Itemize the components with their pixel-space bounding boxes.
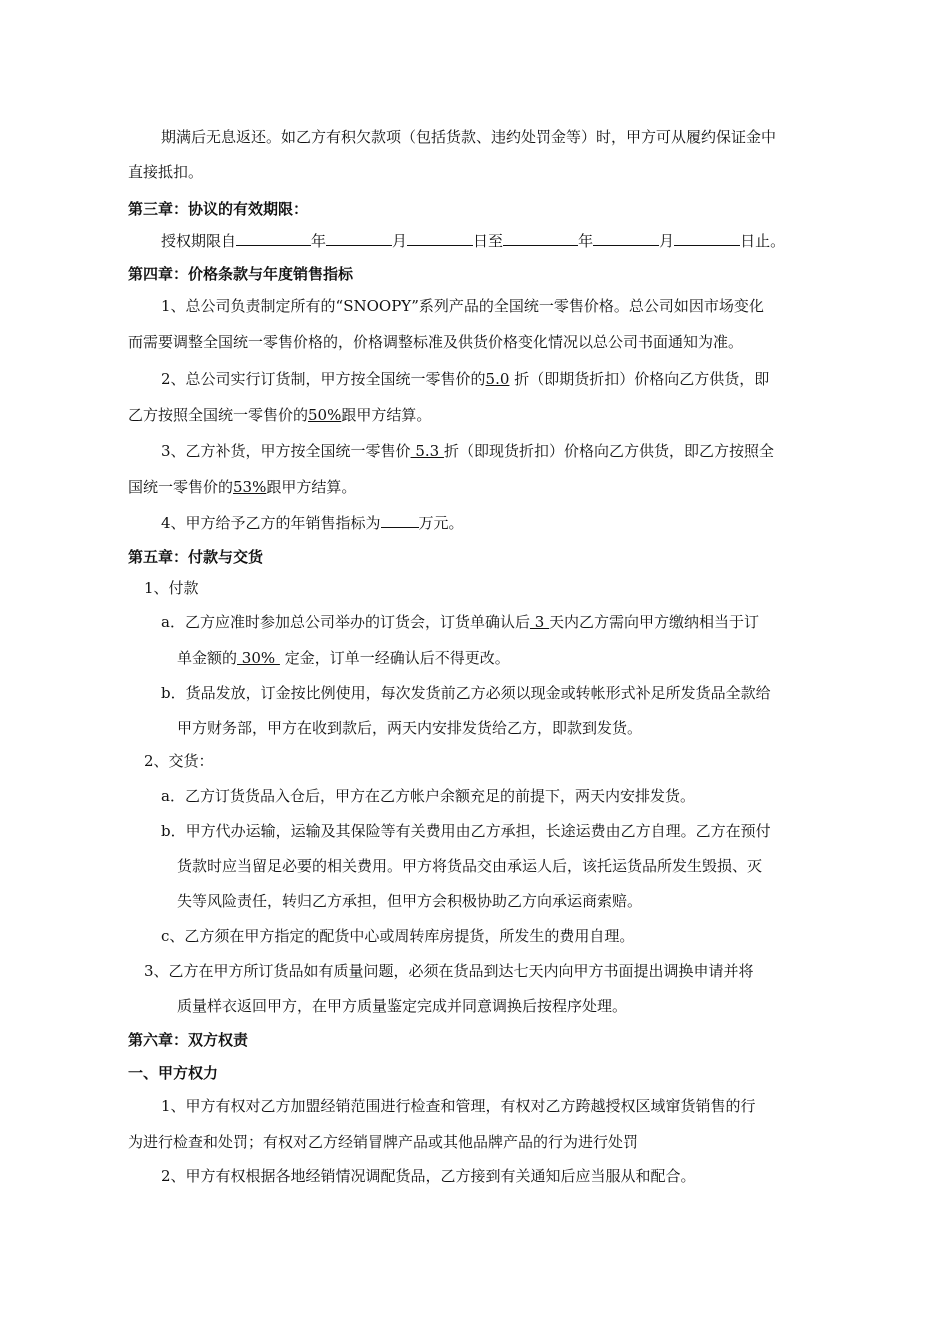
start-month-blank (326, 231, 392, 246)
deposit-percent-value: 30% (237, 649, 280, 667)
delivery-b-line3: 失等风险责任，转归乙方承担，但甲方会积极协助乙方向承运商索赔。 (177, 892, 643, 910)
ch4-item2-line2 (128, 405, 431, 425)
text: 折（即期货折扣）价格向乙方供货，即 (514, 370, 770, 388)
text: 天内乙方需向甲方缴纳相当于订 (549, 613, 760, 631)
restock-settlement-percent: 53% (233, 478, 267, 496)
text: 乙方按照全国统一零售价的 (128, 406, 309, 424)
delivery-c: c、乙方须在甲方指定的配货中心或周转库房提货，所发生的费用自理。 (161, 927, 635, 945)
quality-line2: 质量样衣返回甲方，在甲方质量鉴定完成并同意调换后按程序处理。 (177, 997, 628, 1015)
rights-1-line1: 1、甲方有权对乙方加盟经销范围进行检查和管理，有权对乙方跨越授权区域窜货销售的行 (161, 1097, 756, 1115)
day-to-label: 日至 (473, 232, 504, 250)
ch4-item4 (161, 513, 464, 533)
month-label: 月 (392, 232, 408, 250)
ch4-item2-line1 (161, 369, 769, 389)
ch4-item3-line1 (161, 441, 774, 461)
rights-1-line2: 为进行检查和处罚；有权对乙方经销冒牌产品或其他品牌产品的行为进行处罚 (128, 1133, 639, 1151)
text: 3、乙方补货，甲方按全国统一零售价 (161, 442, 411, 460)
text: 定金，订单一经确认后不得更改。 (284, 649, 510, 667)
payment-a-line1 (161, 612, 759, 632)
party-a-rights-title: 一、甲方权力 (128, 1064, 219, 1082)
payment-b-line1: b．货品发放，订金按比例使用，每次发货前乙方必须以现金或转帐形式补足所发货品全款给 (161, 684, 771, 702)
restock-discount-value: 5.3 (410, 442, 444, 460)
settlement-percent: 50% (308, 406, 342, 424)
intro-line-2: 直接抵扣。 (128, 163, 204, 181)
chapter-5-title: 第五章：付款与交货 (128, 548, 264, 566)
sales-target-blank (381, 513, 419, 528)
validity-label: 授权期限自 (161, 232, 237, 250)
payment-a-line2 (177, 648, 510, 668)
text: a．乙方应准时参加总公司举办的订货会，订货单确认后 (161, 613, 530, 631)
ch4-item3-line2 (128, 477, 356, 497)
end-month-blank (593, 231, 659, 246)
delivery-b-line1: b．甲方代办运输，运输及其保险等有关费用由乙方承担，长途运费由乙方自理。乙方在预付 (161, 822, 771, 840)
day-end-label: 日止。 (740, 232, 786, 250)
year-label: 年 (311, 232, 327, 250)
payment-b-line2: 甲方财务部，甲方在收到款后，两天内安排发货给乙方，即款到发货。 (177, 719, 643, 737)
chapter-4-title: 第四章：价格条款与年度销售指标 (128, 265, 354, 283)
text: 折（即现货折扣）价格向乙方供货，即乙方按照全 (443, 442, 774, 460)
text: 万元。 (418, 514, 464, 532)
text: 跟甲方结算。 (266, 478, 357, 496)
text: 2、总公司实行订货制，甲方按全国统一零售价的 (161, 370, 486, 388)
deposit-days-value: 3 (529, 613, 550, 631)
text: 跟甲方结算。 (341, 406, 432, 424)
intro-line-1: 期满后无息返还。如乙方有积欠款项（包括货款、违约处罚金等）时，甲方可从履约保证金中 (161, 128, 777, 146)
end-day-blank (674, 231, 740, 246)
text: 4、甲方给予乙方的年销售指标为 (161, 514, 381, 532)
start-year-blank (236, 231, 311, 246)
text: 国统一零售价的 (128, 478, 234, 496)
chapter-3-title: 第三章：协议的有效期限： (128, 200, 309, 218)
text: 单金额的 (177, 649, 238, 667)
start-day-blank (407, 231, 473, 246)
payment-section: 1、付款 (144, 579, 199, 597)
delivery-a: a．乙方订货货品入仓后，甲方在乙方帐户余额充足的前提下，两天内安排发货。 (161, 787, 695, 805)
end-year-blank (503, 231, 578, 246)
wholesale-discount-value: 5.0 (485, 370, 510, 388)
month-label: 月 (659, 232, 675, 250)
ch4-item1-line1: 1、总公司负责制定所有的“SNOOPY”系列产品的全国统一零售价格。总公司如因市场变化 (161, 297, 764, 315)
ch4-item1-line2: 而需要调整全国统一零售价格的，价格调整标准及供货价格变化情况以总公司书面通知为准。 (128, 333, 744, 351)
rights-2: 2、甲方有权根据各地经销情况调配货品，乙方接到有关通知后应当服从和配合。 (161, 1167, 696, 1185)
chapter-6-title: 第六章：双方权责 (128, 1031, 249, 1049)
quality-line1: 3、乙方在甲方所订货品如有质量问题，必须在货品到达七天内向甲方书面提出调换申请并将 (144, 962, 754, 980)
delivery-b-line2: 货款时应当留足必要的相关费用。甲方将货品交由承运人后，该托运货品所发生毁损、灭 (177, 857, 763, 875)
validity-period-line (161, 231, 785, 251)
year-label: 年 (578, 232, 594, 250)
delivery-section: 2、交货： (144, 752, 214, 770)
